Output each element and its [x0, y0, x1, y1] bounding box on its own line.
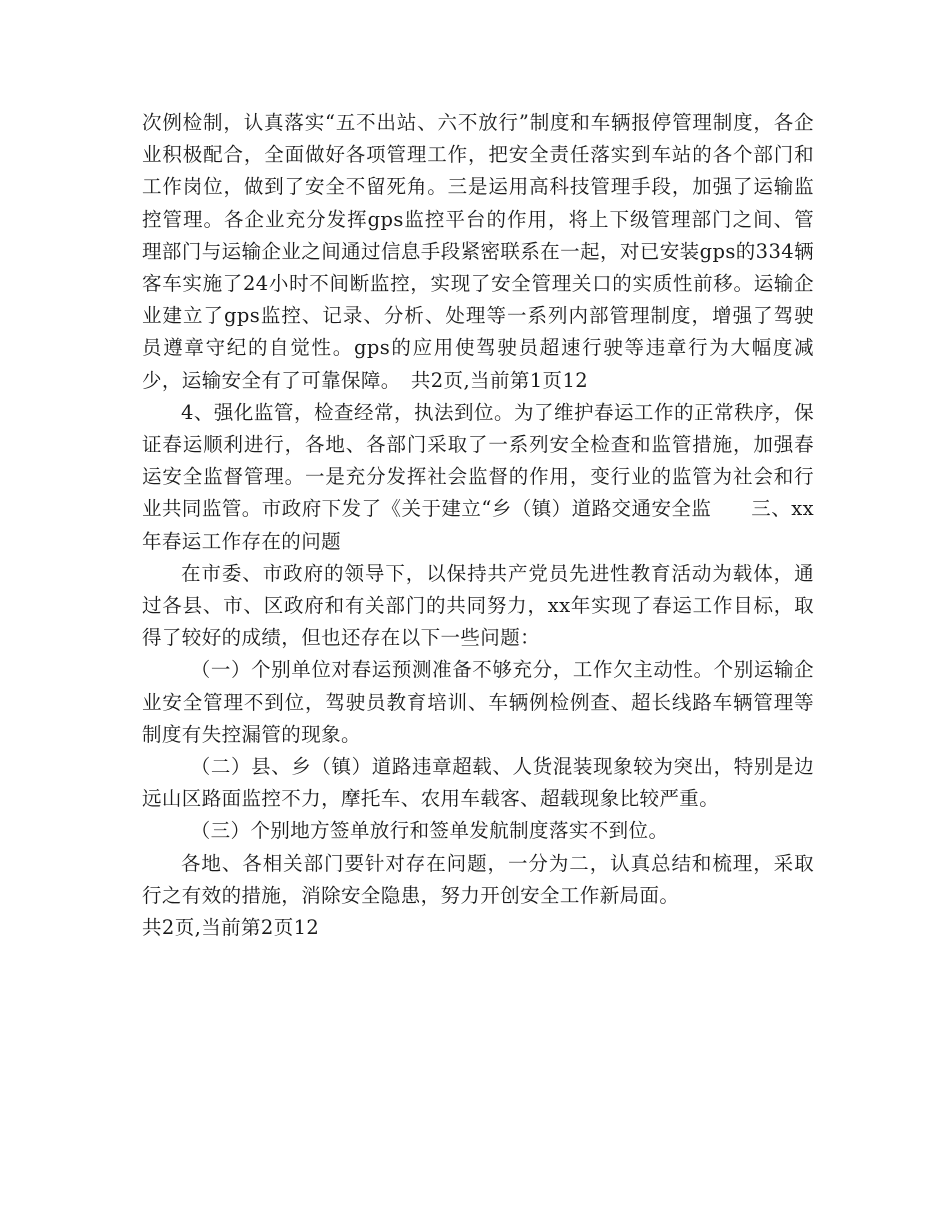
paragraph-1: 次例检制，认真落实“五不出站、六不放行”制度和车辆报停管理制度，各企业积极配合，全面做好各项管理工作，把安全责任落实到车站的各个部门和工作岗位，做到了安全不留死角。三是运用高科技管理手段，加强了运输监控管理。各企业充分发挥gps监控平台的作用，将上下级管理部门之间、管理部门与运输企业之间通过信息手段紧密联系在一起，对已安装gps的334辆客车实施了24小时不间断监控，实现了安全管理关口的实质性前移。运输企业建立了gps监控、记录、分析、处理等一系列内部管理制度，增强了驾驶员遵章守纪的自觉性。gps的应用使驾驶员超速行驶等违章行为大幅度减少，运输安全有了可靠保障。 共2页,当前第1页12: [142, 111, 814, 392]
paragraph-2: 4、强化监管，检查经常，执法到位。为了维护春运工作的正常秩序，保证春运顺利进行，各地、各部门采取了一系列安全检查和监管措施，加强春运安全监督管理。一是充分发挥社会监督的作用，变行业的监管为社会和行业共同监管。市政府下发了《关于建立“乡（镇）道路交通安全监 三、xx年春运工作存在的问题: [142, 400, 814, 553]
document-body: [142, 107, 814, 944]
paragraph-3: 在市委、市政府的领导下，以保持共产党员先进性教育活动为载体，通过各县、市、区政府和有关部门的共同努力，xx年实现了春运工作目标，取得了较好的成绩，但也还存在以下一些问题：: [142, 561, 814, 650]
paragraph-7: 各地、各相关部门要针对存在问题，一分为二，认真总结和梳理，采取行之有效的措施，消除安全隐患，努力开创安全工作新局面。: [142, 851, 814, 907]
paragraph-5: （二）县、乡（镇）道路违章超载、人货混装现象较为突出，特别是边远山区路面监控不力，摩托车、农用车载客、超载现象比较严重。: [142, 755, 814, 811]
paragraph-6: （三）个别地方签单放行和签单发航制度落实不到位。: [190, 819, 669, 843]
page-footer: 共2页,当前第2页12: [142, 916, 320, 940]
paragraph-4: （一）个别单位对春运预测准备不够充分，工作欠主动性。个别运输企业安全管理不到位，驾驶员教育培训、车辆例检例查、超长线路车辆管理等制度有失控漏管的现象。: [142, 658, 814, 746]
